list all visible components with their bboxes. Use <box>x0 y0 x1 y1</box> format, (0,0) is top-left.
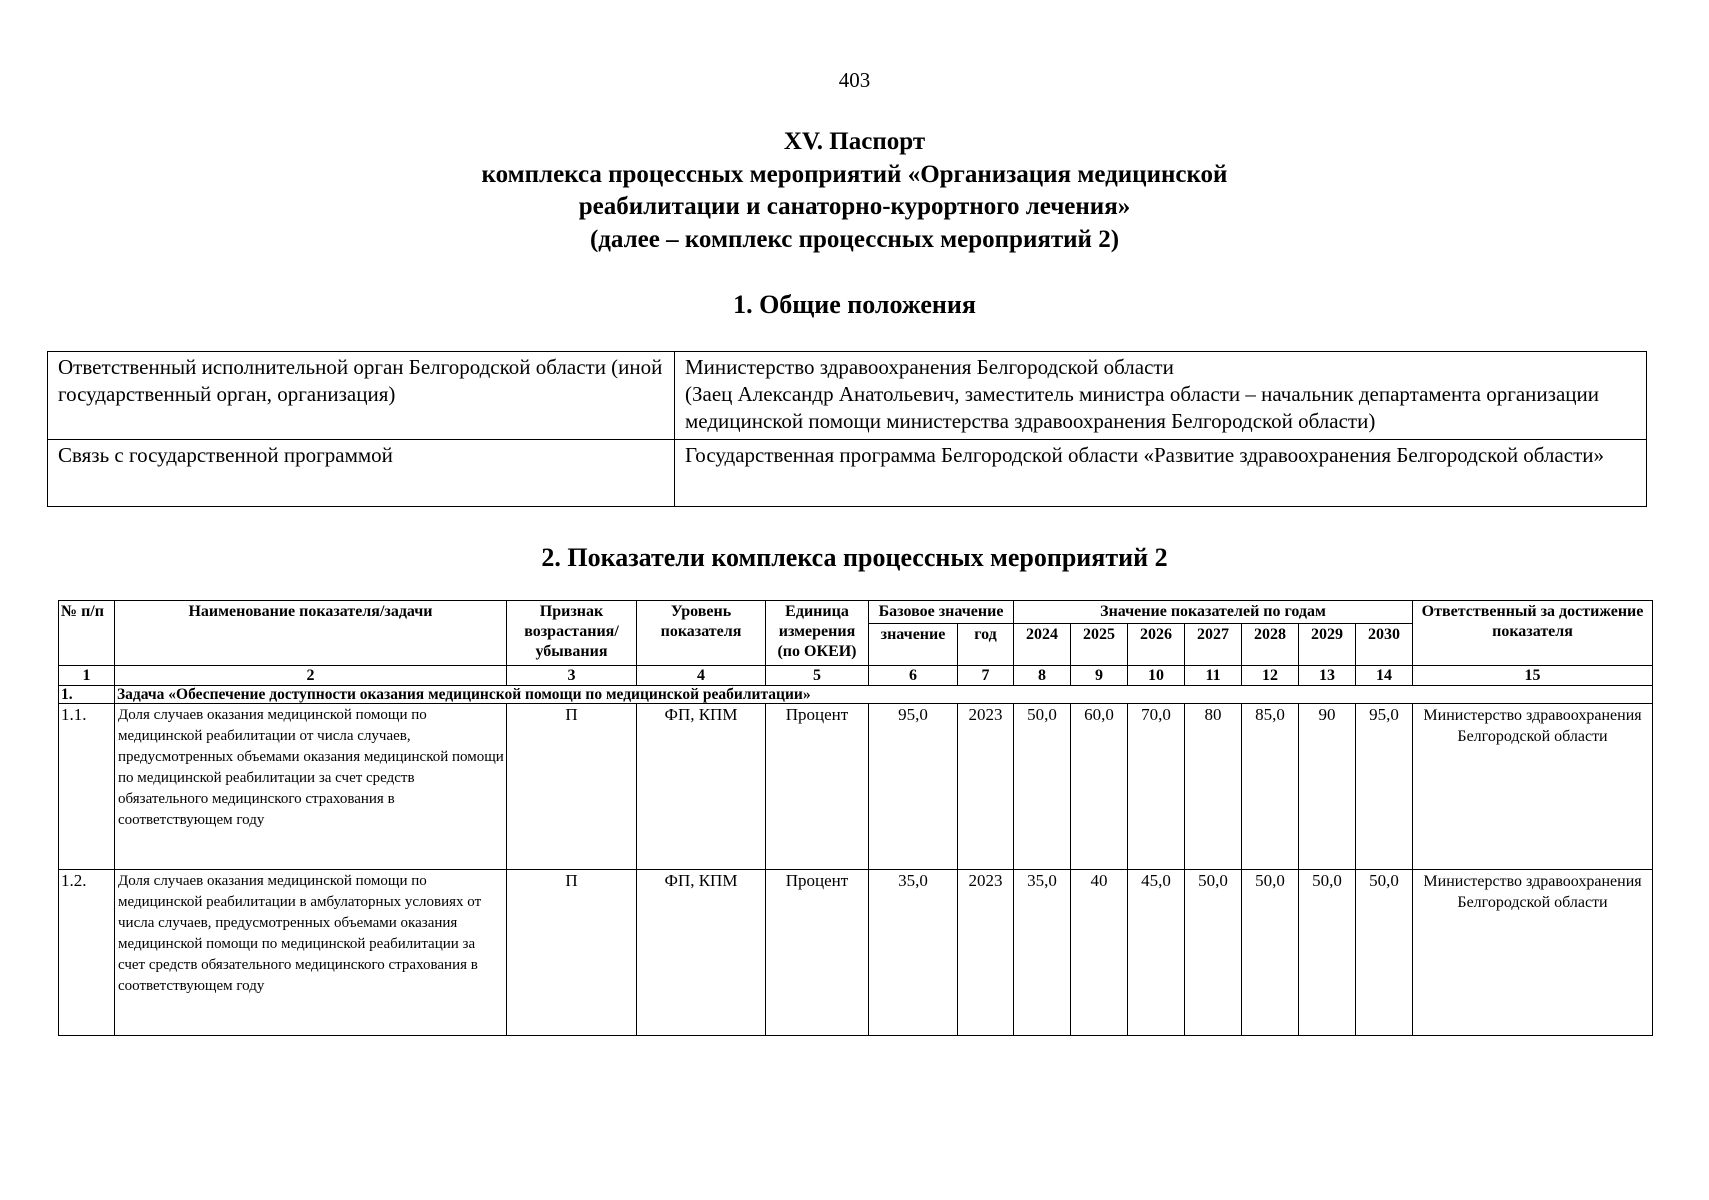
year-value: 50,0 <box>1014 704 1071 870</box>
column-number: 11 <box>1185 666 1242 686</box>
section-1-heading: 1. Общие положения <box>733 290 976 319</box>
column-number: 1 <box>59 666 115 686</box>
base-year: 2023 <box>958 704 1014 870</box>
indicator-unit: Процент <box>766 704 869 870</box>
header-year: 2030 <box>1356 624 1413 666</box>
column-number: 15 <box>1413 666 1653 686</box>
column-number: 9 <box>1071 666 1128 686</box>
responsible-cell: Министерство здравоохранения Белгородской области <box>1413 704 1653 870</box>
column-number: 2 <box>115 666 507 686</box>
year-value: 70,0 <box>1128 704 1185 870</box>
base-value: 95,0 <box>869 704 958 870</box>
header-year: 2027 <box>1185 624 1242 666</box>
column-number: 7 <box>958 666 1014 686</box>
header-unit: Единица измерения (по ОКЕИ) <box>766 601 869 666</box>
year-value: 35,0 <box>1014 870 1071 1036</box>
indicator-name: Доля случаев оказания медицинской помощи по медицинской реабилитации от числа случаев, предусмотренных объемами оказания медицинской помощи по медицинской реабилитации за счет средств обязательного медицинского страхования в соответствующем году <box>115 704 507 870</box>
column-number: 10 <box>1128 666 1185 686</box>
header-base: Базовое значение <box>869 601 1014 624</box>
year-value: 50,0 <box>1356 870 1413 1036</box>
header-year: 2025 <box>1071 624 1128 666</box>
header-years-group: Значение показателей по годам <box>1014 601 1413 624</box>
responsible-cell: Министерство здравоохранения Белгородской области <box>1413 870 1653 1036</box>
year-value: 50,0 <box>1242 870 1299 1036</box>
header-base-value: значение <box>869 624 958 666</box>
document-title <box>0 126 1709 256</box>
responsible-label: Ответственный исполнительной орган Белгородской области (иной государственный орган, организация) <box>48 352 675 440</box>
year-value: 60,0 <box>1071 704 1128 870</box>
header-year: 2024 <box>1014 624 1071 666</box>
row-num: 1.1. <box>59 704 115 870</box>
header-year: 2029 <box>1299 624 1356 666</box>
header-level: Уровень показателя <box>637 601 766 666</box>
title-line-3: реабилитации и санаторно-курортного лечения» <box>578 193 1131 220</box>
task-text: Задача «Обеспечение доступности оказания медицинской помощи по медицинской реабилитации» <box>115 686 1653 704</box>
column-number: 14 <box>1356 666 1413 686</box>
task-row <box>59 686 1653 704</box>
general-row-program <box>48 440 1647 507</box>
column-number: 5 <box>766 666 869 686</box>
indicator-sign: П <box>507 870 637 1036</box>
table-row <box>59 870 1653 1036</box>
column-number: 3 <box>507 666 637 686</box>
section-2-heading: 2. Показатели комплекса процессных мероприятий 2 <box>541 543 1168 572</box>
header-base-year: год <box>958 624 1014 666</box>
indicator-level: ФП, КПМ <box>637 704 766 870</box>
column-number: 12 <box>1242 666 1299 686</box>
column-number: 8 <box>1014 666 1071 686</box>
header-responsible: Ответственный за достижение показателя <box>1413 601 1653 666</box>
year-value: 85,0 <box>1242 704 1299 870</box>
base-value: 35,0 <box>869 870 958 1036</box>
header-num: № п/п <box>59 601 115 666</box>
year-value: 50,0 <box>1185 870 1242 1036</box>
year-value: 45,0 <box>1128 870 1185 1036</box>
header-name: Наименование показателя/задачи <box>115 601 507 666</box>
task-num: 1. <box>59 686 115 704</box>
header-year: 2026 <box>1128 624 1185 666</box>
column-number: 6 <box>869 666 958 686</box>
year-value: 80 <box>1185 704 1242 870</box>
responsible-value <box>675 352 1647 440</box>
year-value: 50,0 <box>1299 870 1356 1036</box>
title-line-4: (далее – комплекс процессных мероприятий 2) <box>589 225 1120 253</box>
title-line-2: комплекса процессных мероприятий «Организация медицинской <box>481 160 1228 188</box>
year-value: 40 <box>1071 870 1128 1036</box>
title-line-1: XV. Паспорт <box>783 128 926 155</box>
program-link-label: Связь с государственной программой <box>48 440 675 507</box>
header-sign: Признак возрастания/ убывания <box>507 601 637 666</box>
indicator-name: Доля случаев оказания медицинской помощи по медицинской реабилитации в амбулаторных условиях от числа случаев, предусмотренных объемами оказания медицинской помощи по медицинской реабилитации за счет средств обязательного медицинского страхования в соответствующем году <box>115 870 507 1036</box>
indicators-table <box>58 600 1653 1036</box>
header-year: 2028 <box>1242 624 1299 666</box>
indicator-level: ФП, КПМ <box>637 870 766 1036</box>
column-numbers-row <box>59 666 1653 686</box>
indicator-unit: Процент <box>766 870 869 1036</box>
table-row <box>59 704 1653 870</box>
responsible-person: (Заец Александр Анатольевич, заместитель министра области – начальник департамента организации медицинской помощи министерства здравоохранения Белгородской области) <box>685 382 1599 433</box>
program-link-value: Государственная программа Белгородской области «Развитие здравоохранения Белгородской области» <box>675 440 1647 507</box>
base-year: 2023 <box>958 870 1014 1036</box>
row-num: 1.2. <box>59 870 115 1036</box>
page-number: 403 <box>838 68 871 92</box>
header-row-1 <box>59 601 1653 624</box>
year-value: 95,0 <box>1356 704 1413 870</box>
year-value: 90 <box>1299 704 1356 870</box>
responsible-ministry: Министерство здравоохранения Белгородской области <box>685 355 1174 379</box>
general-provisions-table <box>47 351 1647 507</box>
indicator-sign: П <box>507 704 637 870</box>
column-number: 13 <box>1299 666 1356 686</box>
general-row-responsible <box>48 352 1647 440</box>
column-number: 4 <box>637 666 766 686</box>
